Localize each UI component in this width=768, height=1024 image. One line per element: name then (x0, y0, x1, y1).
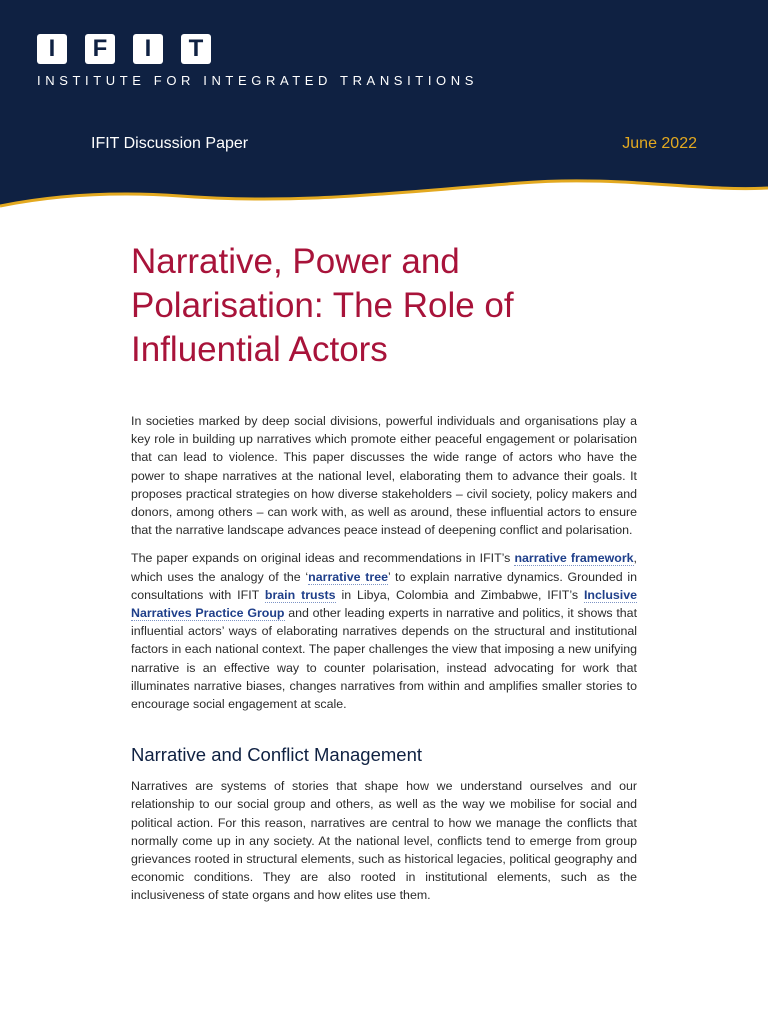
header-banner (0, 0, 768, 215)
inclusive-narratives-link[interactable]: Inclusive Narratives Practice Group (131, 587, 637, 621)
logo-letter: I (133, 34, 163, 64)
page-title: Narrative, Power and Polarisation: The Role of Influential Actors (131, 242, 514, 369)
logo-letter: T (181, 34, 211, 64)
paragraph-text: and other leading experts in narrative and politics, it shows that influential actors’ ways of elaborating narratives depends on the structural and institutional factors in each national context. The paper challenges the view that imposing a new unifying narrative is an effective way to counter polarisation, instead advocating for work that illuminates narrative biases, changes narratives from within and amplifies smaller stories to encourage social engagement at scale. (131, 606, 638, 712)
paragraph-text: ’ to explain narrative dynamics. Grounded in consultations with IFIT (131, 569, 637, 602)
logo-letter: I (37, 34, 67, 64)
paragraph-text: in Libya, Colombia and Zimbabwe, IFIT’s (335, 587, 584, 602)
series-label: IFIT Discussion Paper (91, 135, 249, 152)
ifit-logo (37, 34, 211, 64)
narrative-tree-link[interactable]: narrative tree (308, 569, 388, 584)
brain-trusts-link[interactable]: brain trusts (264, 587, 336, 602)
header-wave-background (0, 0, 768, 215)
document-body (131, 412, 637, 915)
logo-letter: F (85, 34, 115, 64)
intro-paragraph: In societies marked by deep social divisions, powerful individuals and organisations play a key role in building up narratives which promote either peaceful engagement or polarisation that can lead to violence. This paper discusses the wide range of actors who have the power to shape narratives at the national level, elaborating them to advance their goals. It proposes practical strategies on how diverse stakeholders – civil society, policy makers and donors, among others – can work with, as well as around, these influential actors to ensure that the narrative landscape advances peace instead of deepening conflict and polarisation. (131, 414, 637, 538)
section-paragraph: Narratives are systems of stories that shape how we understand ourselves and our relationship to our social group and others, as well as the way we mobilise for social and political action. For this reason, narratives are central to how we manage the conflicts that normally come up in any society. At the national level, conflicts tend to emerge from group grievances rooted in structural elements, such as historical legacies, political geography and economic conditions. They are also rooted in institutional elements, such as the inclusiveness of state organs and how elites use them. (131, 779, 637, 903)
section-heading: Narrative and Conflict Management (131, 744, 423, 766)
framework-paragraph (131, 549, 637, 713)
narrative-framework-link[interactable]: narrative framework (514, 551, 634, 566)
publication-date: June 2022 (622, 135, 697, 152)
institute-tagline: INSTITUTE FOR INTEGRATED TRANSITIONS (37, 73, 479, 88)
paragraph-text: The paper expands on original ideas and recommendations in IFIT’s (131, 551, 515, 566)
paragraph-text: , which uses the analogy of the ‘ (131, 551, 637, 584)
